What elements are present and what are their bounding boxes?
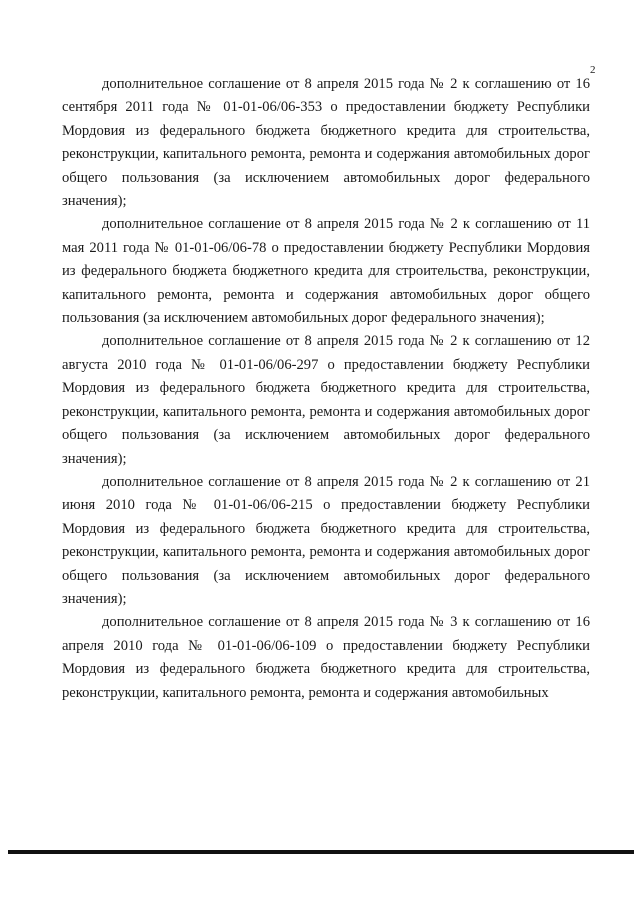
page-number: 2	[590, 64, 596, 76]
agreement-paragraph-3: дополнительное соглашение от 8 апреля 2015 года № 2 к соглашению от 12 августа 2010 года № 01-01-06/06-297 о предоставлении бюджету Республики Мордовия из федерального бюджета бюджетного кредита для строительства, реконструкции, капитального ремонта, ремонта и содержания автомобильных дорог общего пользования (за исключением автомобильных дорог федерального значения);	[62, 333, 590, 467]
agreement-paragraph-2: дополнительное соглашение от 8 апреля 2015 года № 2 к соглашению от 11 мая 2011 года № 01-01-06/06-78 о предоставлении бюджету Республики Мордовия из федерального бюджета бюджетного кредита для строительства, реконструкции, капитального ремонта, ремонта и содержания автомобильных дорог общего пользования (за исключением автомобильных дорог федерального значения);	[62, 216, 590, 327]
agreement-paragraph-5: дополнительное соглашение от 8 апреля 2015 года № 3 к соглашению от 16 апреля 2010 года № 01-01-06/06-109 о предоставлении бюджету Республики Мордовия из федерального бюджета бюджетного кредита для строительства, реконструкции, капитального ремонта, ремонта и содержания автомобильных	[62, 614, 590, 701]
agreement-paragraph-1: дополнительное соглашение от 8 апреля 2015 года № 2 к соглашению от 16 сентября 2011 года № 01-01-06/06-353 о предоставлении бюджету Республики Мордовия из федерального бюджета бюджетного кредита для строительства, реконструкции, капитального ремонта, ремонта и содержания автомобильных дорог общего пользования (за исключением автомобильных дорог федерального значения);	[62, 76, 590, 210]
agreement-paragraph-4: дополнительное соглашение от 8 апреля 2015 года № 2 к соглашению от 21 июня 2010 года № 01-01-06/06-215 о предоставлении бюджету Республики Мордовия из федерального бюджета бюджетного кредита для строительства, реконструкции, капитального ремонта, ремонта и содержания автомобильных дорог общего пользования (за исключением автомобильных дорог федерального значения);	[62, 473, 590, 607]
document-body	[62, 73, 590, 705]
scan-bottom-border	[8, 850, 634, 854]
